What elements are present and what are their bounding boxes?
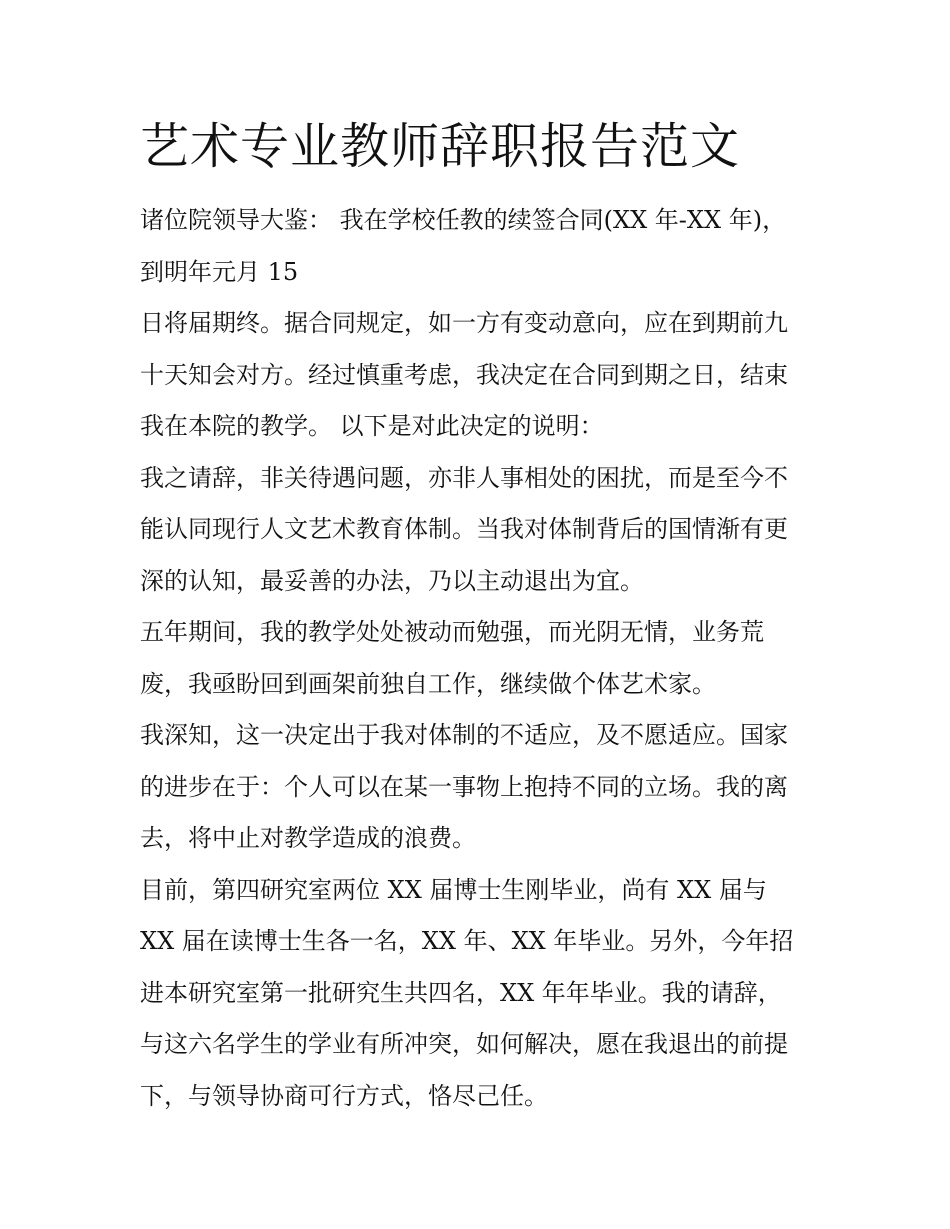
body-line: 我在本院的教学。 以下是对此决定的说明： xyxy=(140,412,604,440)
body-line: 诸位院领导大鉴： 我在学校任教的续签合同(XX 年-XX 年)， xyxy=(140,206,787,234)
document-title: 艺术专业教师辞职报告范文 xyxy=(140,118,741,175)
body-line: 与这六名学生的学业有所冲突，如何解决，愿在我退出的前提 xyxy=(140,1030,788,1058)
body-line: 深的认知，最妥善的办法，乃以主动退出为宜。 xyxy=(140,566,644,595)
document-body xyxy=(140,195,830,1122)
body-line: 进本研究室第一批研究生共四名，XX 年年毕业。我的请辞， xyxy=(140,978,782,1007)
body-line: 去，将中止对教学造成的浪费。 xyxy=(140,824,476,852)
body-line: 日将届期终。据合同规定，如一方有变动意向，应在到期前九 xyxy=(140,309,788,337)
body-line: 我深知，这一决定出于我对体制的不适应，及不愿适应。国家 xyxy=(140,721,788,749)
body-line: 到明年元月 15 xyxy=(140,257,299,286)
body-line: 能认同现行人文艺术教育体制。当我对体制背后的国情渐有更 xyxy=(140,515,788,543)
body-line: 我之请辞，非关待遇问题，亦非人事相处的困扰，而是至今不 xyxy=(140,463,788,492)
body-line: XX 届在读博士生各一名，XX 年、XX 年毕业。另外，今年招 xyxy=(140,927,794,955)
body-line: 十天知会对方。经过慎重考虑，我决定在合同到期之日，结束 xyxy=(140,360,788,389)
body-line: 废，我亟盼回到画架前独自工作，继续做个体艺术家。 xyxy=(140,669,716,698)
body-line: 五年期间，我的教学处处被动而勉强，而光阴无情，业务荒 xyxy=(140,618,764,646)
body-line: 下，与领导协商可行方式，恪尽己任。 xyxy=(140,1081,548,1110)
body-line: 目前，第四研究室两位 XX 届博士生刚毕业，尚有 XX 届与 xyxy=(140,875,767,904)
body-line: 的进步在于：个人可以在某一事物上抱持不同的立场。我的离 xyxy=(140,772,788,801)
